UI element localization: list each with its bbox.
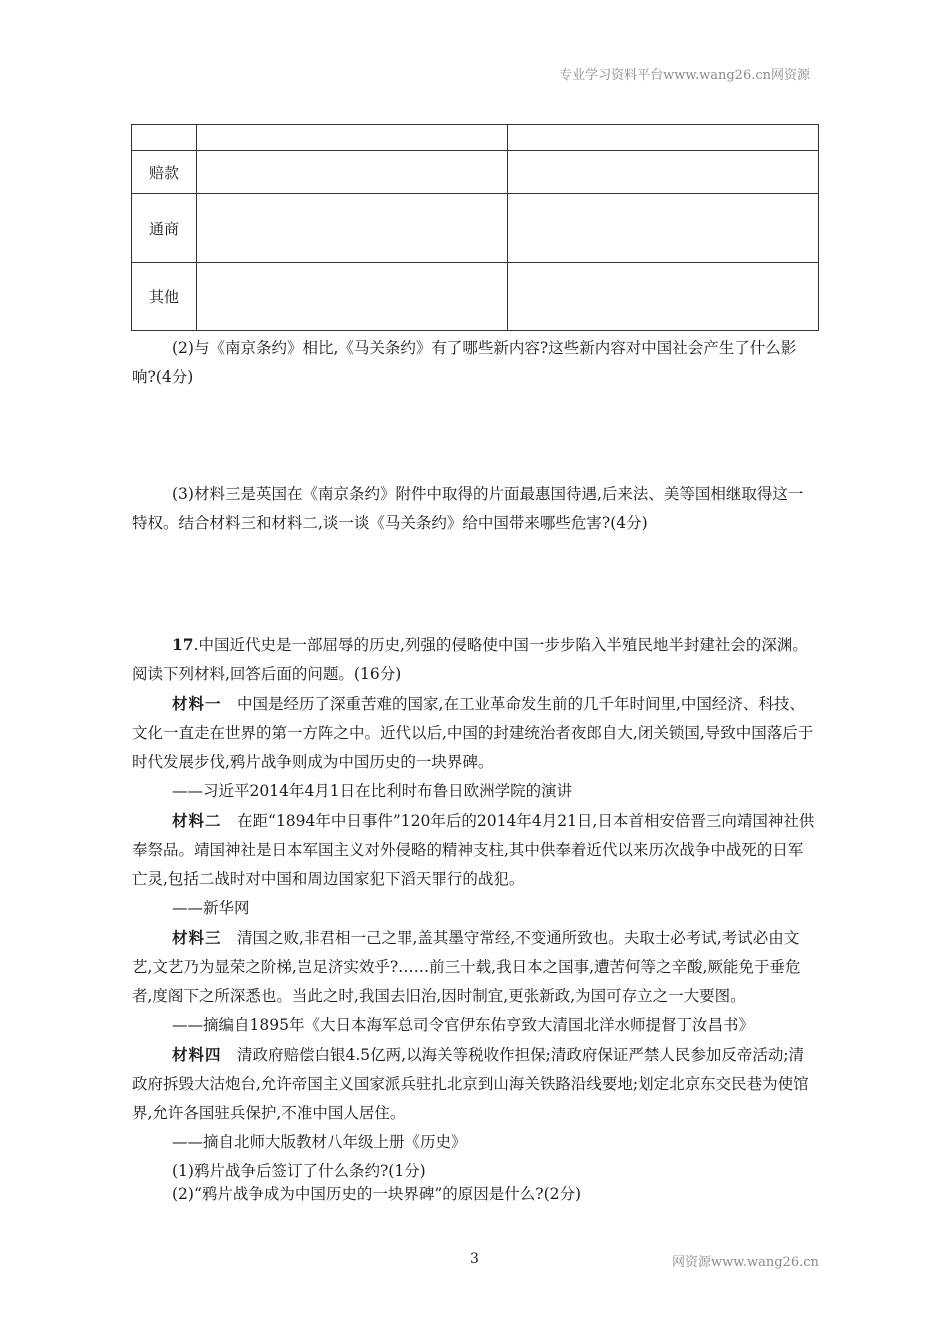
- material-4-source: ——摘自北师大版教材八年级上册《历史》: [172, 1133, 467, 1151]
- header-watermark: 专业学习资料平台www.wang26.cn网资源: [559, 68, 810, 83]
- material-4: 材料四 清政府赔偿白银4.5亿两,以海关等税收作担保;清政府保证严禁人民参加反帝活动;清政府拆毁大沽炮台,允许帝国主义国家派兵驻扎北京到山海关铁路沿线要地;划定北京东交民巷为使馆界,允许各国驻兵保护,不准中国人居住。: [132, 1045, 809, 1122]
- table-row-label: 赔款: [132, 151, 197, 194]
- question-16-part-3: (3)材料三是英国在《南京条约》附件中取得的片面最惠国待遇,后来法、美等国相继取得这一特权。结合材料三和材料二,谈一谈《马关条约》给中国带来哪些危害?(4分): [132, 485, 804, 532]
- table-cell: [508, 125, 819, 151]
- table-cell: [197, 194, 508, 263]
- question-17-intro: 17.中国近代史是一部屈辱的历史,列强的侵略使中国一步步陷入半殖民地半封建社会的深渊。阅读下列材料,回答后面的问题。(16分): [132, 635, 808, 683]
- table-cell: [508, 151, 819, 194]
- table-row: [132, 194, 819, 263]
- material-title: 材料三: [172, 928, 222, 947]
- table-cell: [508, 194, 819, 263]
- question-number: 17: [172, 635, 194, 654]
- material-1: 材料一 中国是经历了深重苦难的国家,在工业革命发生前的几千年时间里,中国经济、科技、文化一直走在世界的第一方阵之中。近代以后,中国的封建统治者夜郎自大,闭关锁国,导致中国落后于时代发展步伐,鸦片战争则成为中国历史的一块界碑。: [132, 694, 814, 771]
- material-1-source: ——习近平2014年4月1日在比利时布鲁日欧洲学院的演讲: [172, 782, 573, 800]
- table-row: [132, 151, 819, 194]
- question-16-part-2: (2)与《南京条约》相比,《马关条约》有了哪些新内容?这些新内容对中国社会产生了什么影响?(4分): [132, 339, 797, 386]
- footer-watermark: 网资源www.wang26.cn: [672, 1255, 819, 1270]
- question-17-part-1: (1)鸦片战争后签订了什么条约?(1分): [172, 1162, 426, 1180]
- table-row-label: [132, 125, 197, 151]
- table-row-label: 其他: [132, 263, 197, 331]
- material-title: 材料二: [172, 811, 222, 830]
- material-3-source: ——摘编自1895年《大日本海军总司令官伊东佑亨致大清国北洋水师提督丁汝昌书》: [172, 1016, 754, 1034]
- table-cell: [197, 263, 508, 331]
- table-row: [132, 263, 819, 331]
- table-cell: [197, 125, 508, 151]
- material-title: 材料四: [172, 1045, 222, 1064]
- table-cell: [197, 151, 508, 194]
- material-2-source: ——新华网: [172, 899, 250, 917]
- table-cell: [508, 263, 819, 331]
- material-2: 材料二 在距“1894年中日事件”120年后的2014年4月21日,日本首相安倍晋三向靖国神社供奉祭品。靖国神社是日本军国主义对外侵略的精神支柱,其中供奉着近代以来历次战争中战死的日军亡灵,包括二战时对中国和周边国家犯下滔天罪行的战犯。: [132, 811, 815, 888]
- page-number: 3: [470, 1251, 479, 1267]
- table-row: [132, 125, 819, 151]
- material-3: 材料三 清国之败,非君相一己之罪,盖其墨守常经,不变通所致也。夫取士必考试,考试必由文艺,文艺乃为显荣之阶梯,岂足济实效乎?……前三十载,我日本之国事,遭苦何等之辛酸,厥能免于垂危者,度阁下之所深悉也。当此之时,我国去旧治,因时制宜,更张新政,为国可存立之一大要图。: [132, 928, 801, 1005]
- table-row-label: 通商: [132, 194, 197, 263]
- question-17: [132, 630, 818, 1186]
- question-17-part-2: (2)“鸦片战争成为中国历史的一块界碑”的原因是什么?(2分): [172, 1185, 582, 1203]
- material-title: 材料一: [172, 694, 222, 713]
- answer-table: [131, 124, 819, 331]
